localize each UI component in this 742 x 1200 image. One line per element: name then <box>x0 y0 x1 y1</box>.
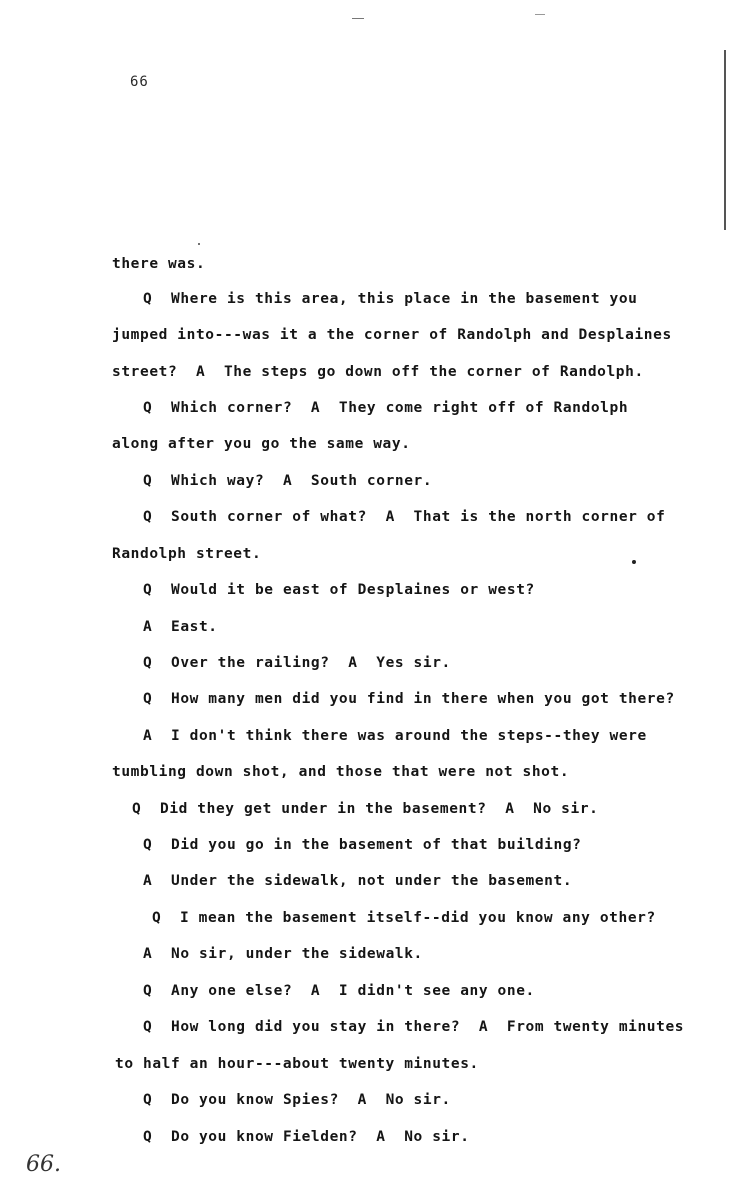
transcript-line: Q Did you go in the basement of that building? <box>143 837 582 853</box>
scan-mark <box>535 14 545 15</box>
transcript-line: Q Do you know Fielden? A No sir. <box>143 1129 470 1145</box>
transcript-line: Q Do you know Spies? A No sir. <box>143 1092 451 1108</box>
transcript-line: Q South corner of what? A That is the north corner of <box>143 509 666 525</box>
transcript-line: Q Over the railing? A Yes sir. <box>143 655 451 671</box>
transcript-line: to half an hour---about twenty minutes. <box>115 1056 479 1072</box>
transcript-line: Q How many men did you find in there when you got there? <box>143 691 675 707</box>
transcript-line: Q I mean the basement itself--did you know any other? <box>152 910 656 926</box>
transcript-line: Q Did they get under in the basement? A No sir. <box>132 801 599 817</box>
transcript-line: street? A The steps go down off the corner of Randolph. <box>112 364 644 380</box>
transcript-line: tumbling down shot, and those that were not shot. <box>112 764 570 780</box>
transcript-line: jumped into---was it a the corner of Randolph and Desplaines <box>112 327 672 343</box>
transcript-line: along after you go the same way. <box>112 436 411 452</box>
transcript-line: Randolph street. <box>112 546 262 562</box>
handwritten-page-number: 66. <box>26 1152 61 1177</box>
transcript-line: there was. <box>112 256 206 272</box>
transcript-line: Q Any one else? A I didn't see any one. <box>143 983 535 999</box>
scan-mark <box>352 18 364 19</box>
transcript-line: Q Where is this area, this place in the basement you <box>143 291 638 307</box>
ink-speck <box>198 243 200 245</box>
page-edge-line <box>724 50 726 230</box>
ink-dot <box>632 560 636 564</box>
page-number: 66 <box>130 74 149 90</box>
transcript-line: A East. <box>143 619 218 635</box>
transcript-line: A Under the sidewalk, not under the basement. <box>143 873 573 889</box>
transcript-line: Q Which corner? A They come right off of Randolph <box>143 400 629 416</box>
transcript-line: Q Which way? A South corner. <box>143 473 433 489</box>
transcript-line: Q Would it be east of Desplaines or west? <box>143 582 535 598</box>
transcript-line: Q How long did you stay in there? A From twenty minutes <box>143 1019 685 1035</box>
transcript-line: A I don't think there was around the steps--they were <box>143 728 647 744</box>
transcript-line: A No sir, under the sidewalk. <box>143 946 423 962</box>
